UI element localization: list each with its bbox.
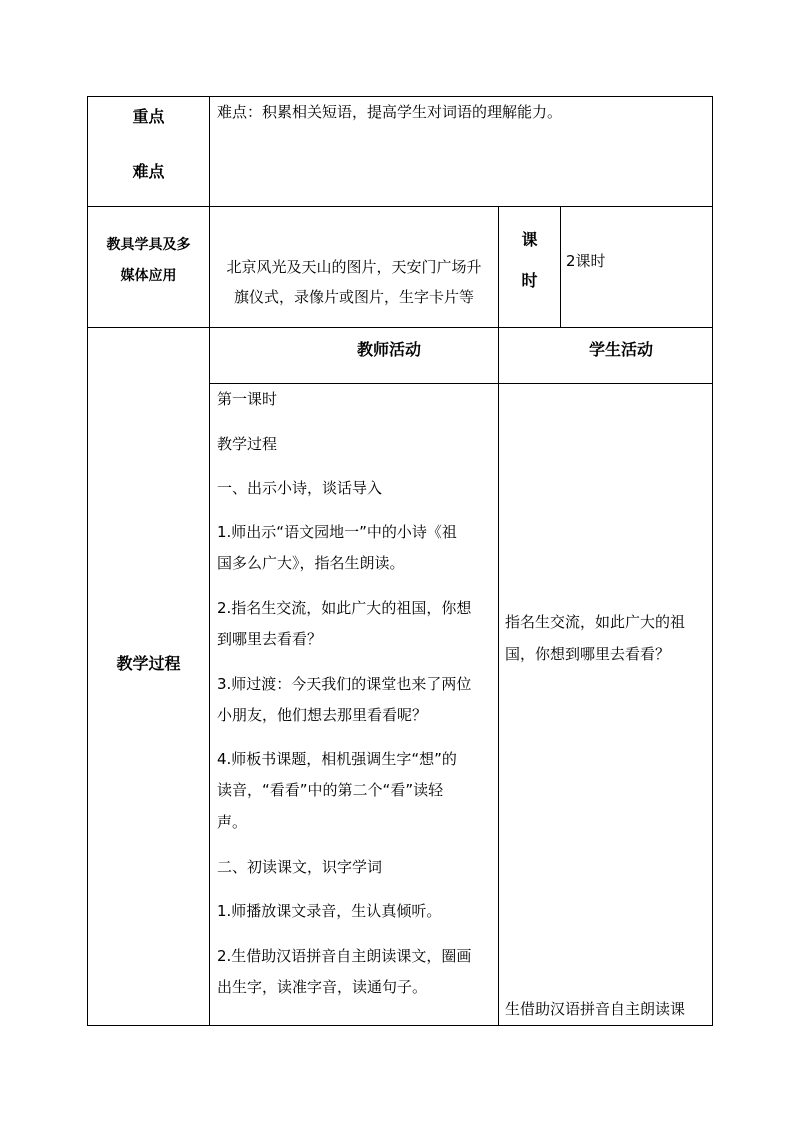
teacher-activity-line: 1.师出示“语文园地一”中的小诗《祖 bbox=[217, 523, 457, 541]
teacher-activity-line: 小朋友，他们想去那里看看呢？ bbox=[217, 706, 428, 724]
teacher-activity-line: 第一课时 bbox=[217, 390, 278, 408]
teacher-activity-header: 教师活动 bbox=[356, 340, 421, 359]
teacher-activity-line: 读音，“看看”中的第二个“看”读轻 bbox=[217, 781, 444, 799]
teacher-column-border bbox=[498, 206, 499, 1026]
difficult-points-text: 难点：积累相关短语，提高学生对词语的理解能力。 bbox=[217, 103, 563, 121]
teacher-activity-line: 国多么广大》，指名生朗读。 bbox=[217, 554, 405, 572]
teacher-activity-line: 声。 bbox=[217, 813, 248, 831]
teaching-aids-text-line1: 北京风光及天山的图片，天安门广场升 bbox=[226, 258, 482, 276]
teacher-activity-line: 4.师板书课题，相机强调生字“想”的 bbox=[217, 750, 457, 768]
row1-bottom-border bbox=[87, 206, 713, 207]
student-activity-line: 国，你想到哪里去看看？ bbox=[505, 645, 671, 663]
teacher-activity-line: 一、出示小诗，谈话导入 bbox=[217, 479, 383, 497]
row2-bottom-border bbox=[87, 327, 713, 328]
student-activity-header: 学生活动 bbox=[588, 340, 653, 359]
teacher-activity-line: 2.指名生交流，如此广大的祖国，你想 bbox=[217, 599, 472, 617]
teacher-activity-line: 教学过程 bbox=[217, 435, 278, 453]
student-activity-line: 生借助汉语拼音自主朗读课 bbox=[505, 1000, 686, 1018]
label-column-border bbox=[209, 96, 210, 1026]
teaching-aids-label-line2: 媒体应用 bbox=[120, 268, 177, 284]
keshi-column-border bbox=[560, 206, 561, 328]
table-top-border bbox=[87, 96, 713, 97]
teacher-activity-line: 出生字，读准字音，读通句子。 bbox=[217, 978, 428, 996]
table-bottom-border bbox=[87, 1025, 713, 1026]
teacher-activity-line: 3.师过渡：今天我们的课堂也来了两位 bbox=[217, 675, 472, 693]
teacher-activity-line: 2.生借助汉语拼音自主朗读课文，圈画 bbox=[217, 947, 472, 965]
teaching-process-label: 教学过程 bbox=[116, 654, 181, 673]
table-right-border bbox=[712, 96, 713, 1026]
teacher-activity-line: 1.师播放课文录音，生认真倾听。 bbox=[217, 902, 442, 920]
teaching-aids-label-line1: 教具学具及多 bbox=[106, 237, 191, 253]
class-hours-value: 2课时 bbox=[566, 252, 606, 270]
class-hours-label-line2: 时 bbox=[521, 271, 538, 290]
student-activity-line: 指名生交流，如此广大的祖 bbox=[505, 613, 686, 631]
header-bottom-border bbox=[209, 383, 713, 384]
class-hours-label-line1: 课 bbox=[521, 230, 538, 249]
teaching-aids-text-line2: 旗仪式，录像片或图片，生字卡片等 bbox=[233, 288, 474, 306]
difficult-points-label: 难点 bbox=[132, 162, 165, 181]
teacher-activity-line: 到哪里去看看？ bbox=[217, 630, 323, 648]
key-points-label: 重点 bbox=[132, 107, 165, 126]
teacher-activity-line: 二、初读课文，识字学词 bbox=[217, 858, 383, 876]
